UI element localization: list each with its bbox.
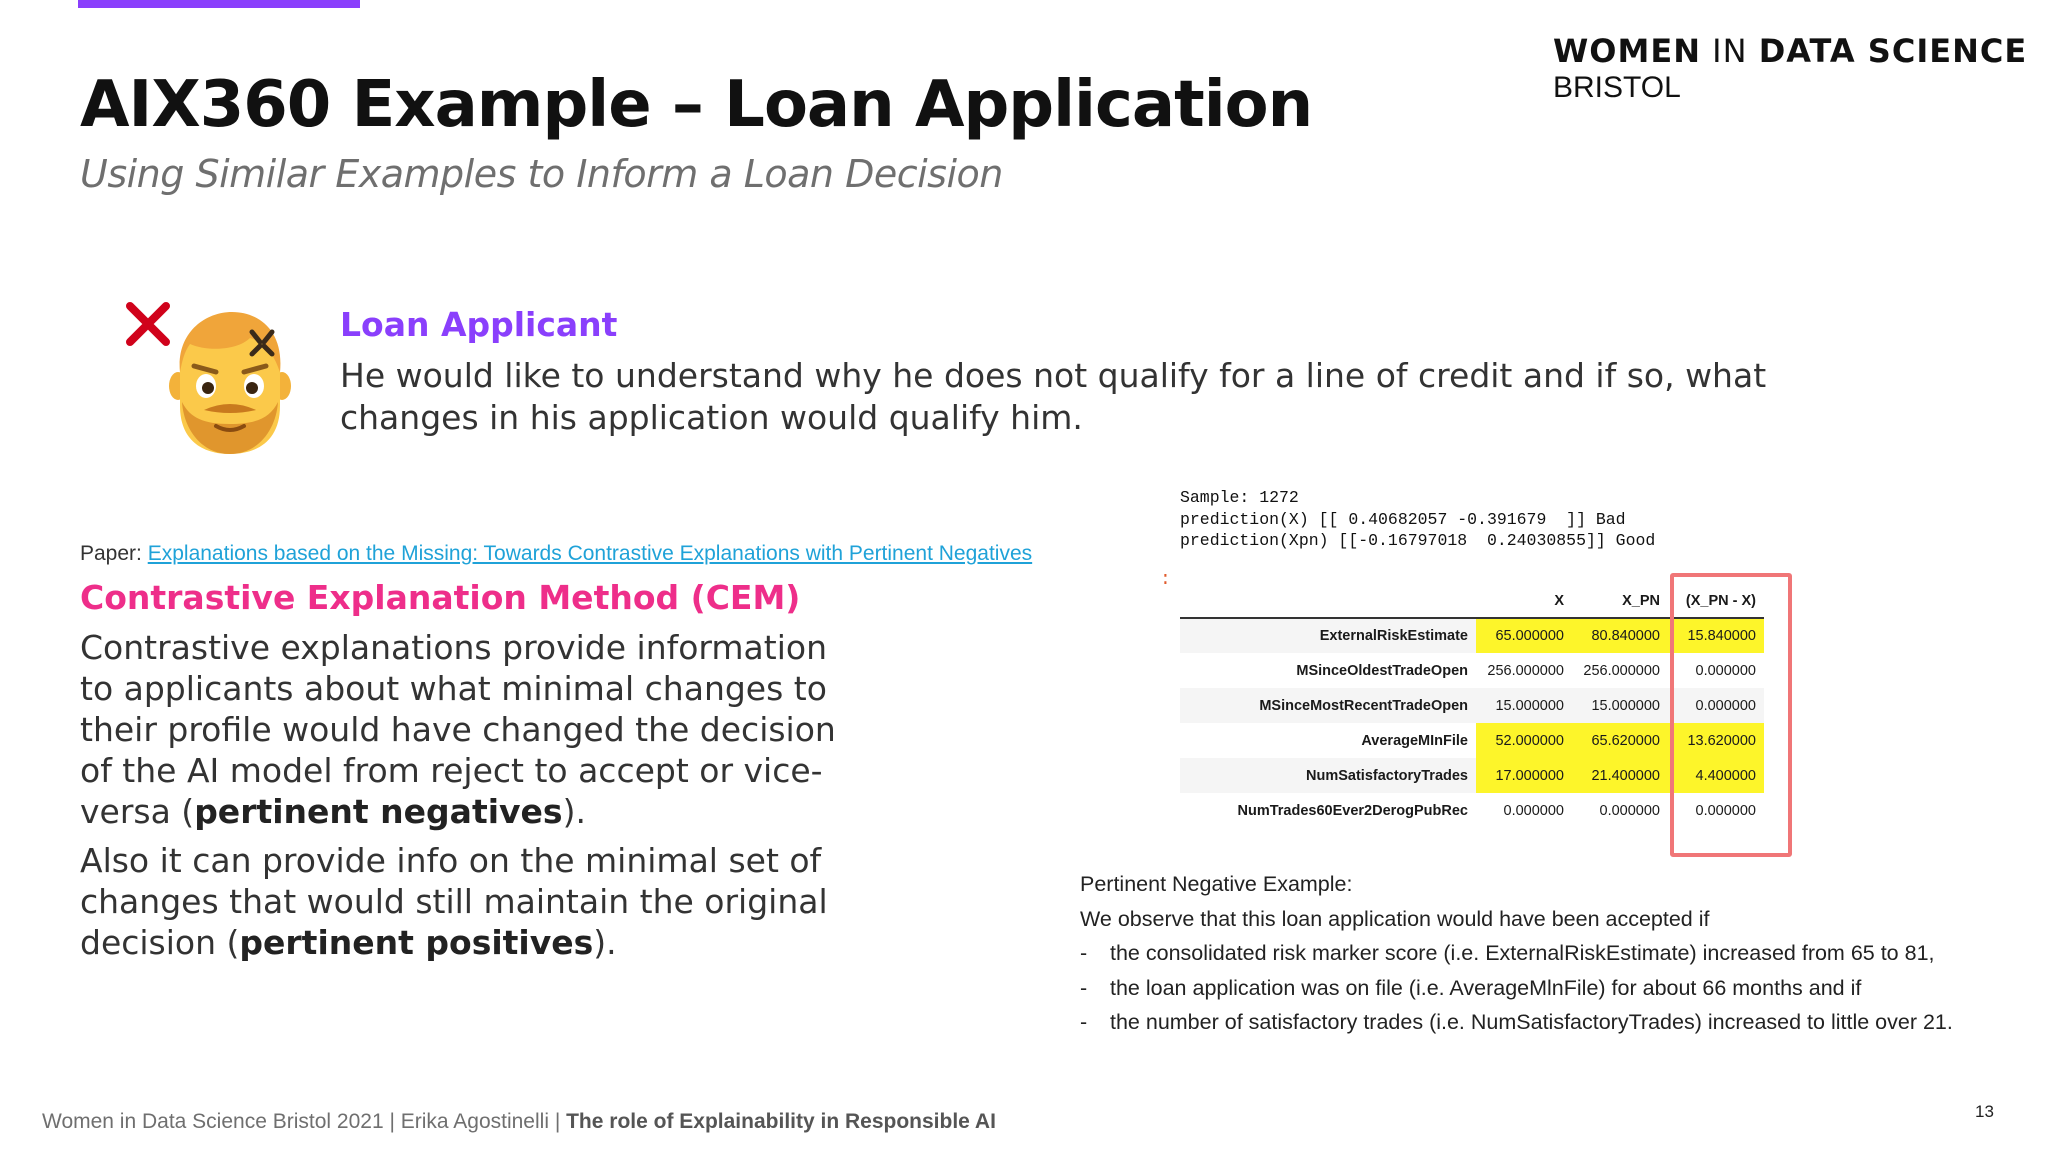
brand-city: BRISTOL bbox=[1553, 71, 1681, 104]
slide-subtitle: Using Similar Examples to Inform a Loan Decision bbox=[80, 152, 1003, 196]
cem-description bbox=[80, 627, 860, 971]
header-blank bbox=[1180, 585, 1476, 618]
code-line-sample: Sample: 1272 bbox=[1180, 488, 1299, 507]
list-item: - the loan application was on file (i.e. AverageMlnFile) for about 66 months and if bbox=[1080, 971, 1953, 1006]
cell-x: 65.000000 bbox=[1476, 618, 1572, 653]
cell-diff: 0.000000 bbox=[1695, 662, 1756, 679]
red-cross-icon bbox=[124, 300, 172, 348]
paper-link[interactable]: Explanations based on the Missing: Towards Contrastive Explanations with Pertinent Negatives bbox=[147, 542, 1033, 565]
code-line-prediction-x: prediction(X) [[ 0.40682057 -0.391679 ]] Bad bbox=[1180, 509, 1626, 529]
header-xpn: X_PN bbox=[1572, 585, 1668, 618]
list-bullet: - bbox=[1080, 975, 1088, 1000]
applicant-heading: Loan Applicant bbox=[340, 305, 618, 344]
prediction-output bbox=[1180, 487, 1655, 552]
applicant-description: He would like to understand why he does not qualify for a line of credit and if so, what changes in his application would qualify him. bbox=[340, 356, 1767, 437]
slide-footer bbox=[42, 1110, 996, 1134]
slide-title: AIX360 Example – Loan Application bbox=[80, 68, 1313, 142]
footer-event: Women in Data Science Bristol 2021 | Erika Agostinelli | bbox=[42, 1110, 567, 1133]
row-label: AverageMInFile bbox=[1361, 732, 1468, 749]
paper-label: Paper: bbox=[80, 542, 142, 565]
pertinent-positives-term: pertinent positives bbox=[239, 923, 594, 962]
cell-diff: 0.000000 bbox=[1695, 802, 1756, 819]
pertinent-negatives-term: pertinent negatives bbox=[194, 792, 563, 831]
cell-xpn: 15.000000 bbox=[1572, 688, 1668, 723]
footer-talk-title: The role of Explainability in Responsible AI bbox=[566, 1110, 996, 1133]
row-label: MSinceOldestTradeOpen bbox=[1296, 662, 1468, 679]
angry-bearded-man-emoji-icon bbox=[168, 310, 292, 456]
list-bullet: - bbox=[1080, 941, 1088, 965]
paper-reference bbox=[80, 542, 1032, 566]
list-item: - the number of satisfactory trades (i.e. NumSatisfactoryTrades) increased to little over 21. bbox=[1080, 1005, 1953, 1040]
list-bullet: - bbox=[1080, 1010, 1088, 1034]
top-accent-bar bbox=[78, 0, 360, 8]
cell-x: 15.000000 bbox=[1476, 688, 1572, 723]
pn-intro: We observe that this loan application would have been accepted if bbox=[1080, 906, 1710, 931]
cem-paragraph-negatives: Contrastive explanations provide information to applicants about what minimal changes to their profile would have changed the decision of the AI model from reject to accept or vice-versa (pertinent negatives). bbox=[80, 628, 836, 831]
cell-diff: 15.840000 bbox=[1668, 618, 1764, 653]
brand-in: IN bbox=[1712, 32, 1748, 70]
cell-diff: 0.000000 bbox=[1668, 688, 1764, 723]
brand-women: WOMEN bbox=[1553, 32, 1701, 70]
cell-xpn: 0.000000 bbox=[1599, 802, 1660, 819]
cell-xpn: 21.400000 bbox=[1572, 758, 1668, 793]
cem-paragraph-positives: Also it can provide info on the minimal set of changes that would still maintain the original decision (pertinent positives). bbox=[80, 841, 828, 962]
cem-heading: Contrastive Explanation Method (CEM) bbox=[80, 578, 801, 617]
cell-diff: 4.400000 bbox=[1668, 758, 1764, 793]
cell-x: 17.000000 bbox=[1476, 758, 1572, 793]
cell-xpn: 80.840000 bbox=[1572, 618, 1668, 653]
cell-x: 256.000000 bbox=[1487, 662, 1564, 679]
list-item: - the consolidated risk marker score (i.e. ExternalRiskEstimate) increased from 65 to 81, bbox=[1080, 936, 1953, 971]
output-marker: : bbox=[1160, 570, 1171, 590]
row-label: NumSatisfactoryTrades bbox=[1180, 758, 1476, 793]
wids-logo bbox=[1553, 32, 2027, 106]
row-label: NumTrades60Ever2DerogPubRec bbox=[1237, 802, 1468, 819]
cell-xpn: 65.620000 bbox=[1572, 723, 1668, 758]
brand-data-science: DATA SCIENCE bbox=[1758, 32, 2028, 70]
diff-column-highlight-box bbox=[1670, 573, 1792, 857]
cell-x: 0.000000 bbox=[1503, 802, 1564, 819]
header-x: X bbox=[1476, 585, 1572, 618]
cell-xpn: 256.000000 bbox=[1583, 662, 1660, 679]
pn-title: Pertinent Negative Example: bbox=[1080, 872, 1353, 896]
pertinent-negative-explanation bbox=[1080, 867, 1953, 1040]
page-number: 13 bbox=[1975, 1102, 1994, 1121]
pn-list bbox=[1080, 936, 1953, 1040]
cell-diff: 13.620000 bbox=[1668, 723, 1764, 758]
row-label: MSinceMostRecentTradeOpen bbox=[1180, 688, 1476, 723]
cell-x: 52.000000 bbox=[1476, 723, 1572, 758]
row-label: ExternalRiskEstimate bbox=[1180, 618, 1476, 653]
header-diff: (X_PN - X) bbox=[1668, 585, 1764, 618]
code-line-prediction-xpn: prediction(Xpn) [[-0.16797018 0.24030855]] Good bbox=[1180, 531, 1656, 550]
